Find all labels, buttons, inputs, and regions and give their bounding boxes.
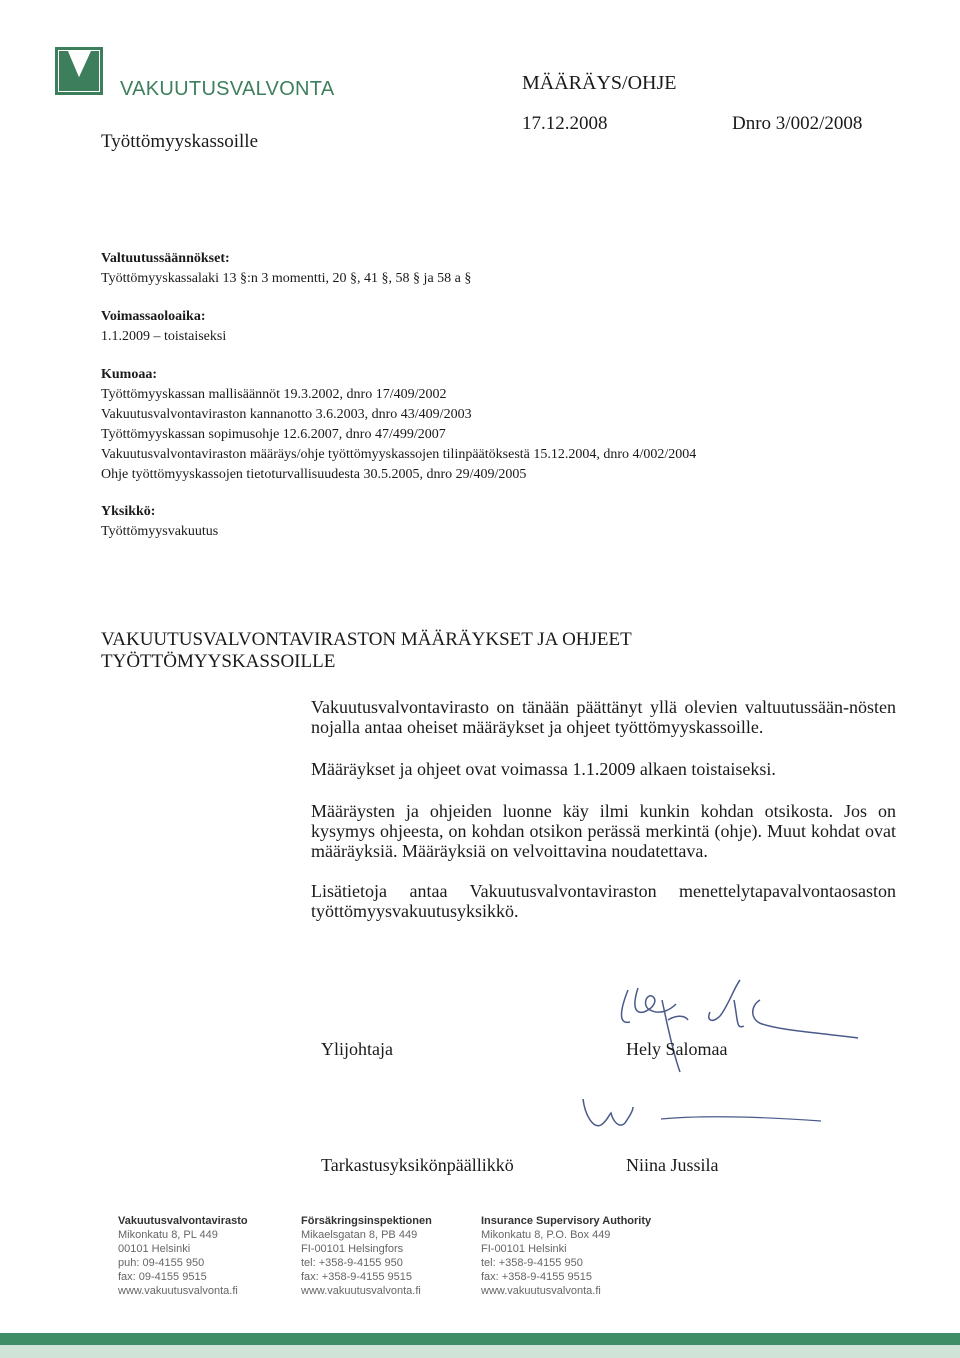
footer-line: fax: 09-4155 9515 — [118, 1271, 207, 1283]
footer-line: tel: +358-9-4155 950 — [481, 1257, 583, 1269]
footer-heading: Försäkringsinspektionen — [301, 1215, 432, 1227]
authority-section — [101, 249, 471, 289]
recipient: Työttömyyskassoille — [101, 131, 259, 152]
repeals-item: Vakuutusvalvontaviraston määräys/ohje työttömyyskassojen tilinpäätöksestä 15.12.2004, dnro 4/002/2004 — [101, 447, 697, 462]
document-date: 17.12.2008 — [522, 113, 608, 134]
repeals-label: Kumoaa: — [101, 367, 157, 382]
body-paragraph-1: Vakuutusvalvontavirasto on tänään päättänyt yllä olevien valtuutussään-nösten nojalla antaa oheiset määräykset ja ohjeet työttömyyskassoille. — [311, 697, 896, 737]
footer-line: FI-00101 Helsinki — [481, 1243, 567, 1255]
signature-1-role: Ylijohtaja — [321, 1039, 393, 1059]
signature-2-role: Tarkastusyksikönpäällikkö — [321, 1155, 514, 1175]
unit-text: Työttömyysvakuutus — [101, 524, 219, 539]
footer-line: fax: +358-9-4155 9515 — [301, 1271, 413, 1283]
repeals-item: Vakuutusvalvontaviraston kannanotto 3.6.2003, dnro 43/409/2003 — [101, 407, 472, 422]
footer-line: fax: +358-9-4155 9515 — [481, 1271, 593, 1283]
body-paragraph-3: Määräysten ja ohjeiden luonne käy ilmi kunkin kohdan otsikosta. Jos on kysymys ohjeesta, on kohdan otsikon perässä merkintä (ohje). Muut kohdat ovat määräyksiä. Määräyksiä on velvoittavina noudatettava. — [311, 801, 896, 861]
footer-line: Mikonkatu 8, PL 449 — [118, 1229, 218, 1241]
validity-label: Voimassaoloaika: — [101, 309, 206, 324]
signature-2-name: Niina Jussila — [626, 1155, 719, 1175]
footer-line: puh: 09-4155 950 — [118, 1257, 205, 1269]
footer-bar — [0, 1333, 960, 1345]
unit-label: Yksikkö: — [101, 504, 156, 519]
footer-line: Mikonkatu 8, P.O. Box 449 — [481, 1229, 611, 1241]
footer-line: www.vakuutusvalvonta.fi — [301, 1285, 421, 1297]
footer-line: tel: +358-9-4155 950 — [301, 1257, 403, 1269]
validity-text: 1.1.2009 – toistaiseksi — [101, 329, 227, 344]
footer-line: 00101 Helsinki — [118, 1243, 191, 1255]
footer-line: Mikaelsgatan 8, PB 449 — [301, 1229, 418, 1241]
repeals-item: Työttömyyskassan mallisäännöt 19.3.2002, dnro 17/409/2002 — [101, 387, 447, 402]
signature-2-handwriting — [575, 1085, 835, 1145]
footer-bar-light — [0, 1345, 960, 1358]
footer-column-finnish — [118, 1214, 248, 1298]
body-paragraph-4: Lisätietoja antaa Vakuutusvalvontaviraston menettelytapavalvontaosaston työttömyysvakuutusyksikkö. — [311, 881, 896, 921]
repeals-item: Työttömyyskassan sopimusohje 12.6.2007, dnro 47/499/2007 — [101, 427, 446, 442]
authority-label: Valtuutussäännökset: — [101, 251, 230, 266]
document-type: MÄÄRÄYS/OHJE — [522, 72, 677, 94]
title-line-2: TYÖTTÖMYYSKASSOILLE — [101, 651, 336, 672]
title-line-1: VAKUUTUSVALVONTAVIRASTON MÄÄRÄYKSET JA OHJEET — [101, 629, 632, 650]
signature-1-handwriting — [610, 960, 870, 1080]
repeals-item: Ohje työttömyyskassojen tietoturvallisuudesta 30.5.2005, dnro 29/409/2005 — [101, 467, 527, 482]
repeals-section — [101, 365, 696, 485]
footer-heading: Insurance Supervisory Authority — [481, 1215, 652, 1227]
logo-text: VAKUUTUSVALVONTA — [120, 78, 335, 100]
validity-section — [101, 307, 226, 347]
logo-mark-icon — [55, 47, 103, 95]
footer-heading: Vakuutusvalvontavirasto — [118, 1215, 248, 1227]
body-paragraph-2: Määräykset ja ohjeet ovat voimassa 1.1.2009 alkaen toistaiseksi. — [311, 759, 776, 779]
footer-line: FI-00101 Helsingfors — [301, 1243, 404, 1255]
unit-section — [101, 502, 218, 542]
footer-column-english — [481, 1214, 651, 1298]
authority-text: Työttömyyskassalaki 13 §:n 3 momentti, 20 §, 41 §, 58 § ja 58 a § — [101, 271, 472, 286]
signature-1-name: Hely Salomaa — [626, 1039, 728, 1059]
footer-line: www.vakuutusvalvonta.fi — [481, 1285, 601, 1297]
footer-line: www.vakuutusvalvonta.fi — [118, 1285, 238, 1297]
footer-column-swedish — [301, 1214, 432, 1298]
document-number: Dnro 3/002/2008 — [732, 113, 863, 134]
document-title — [101, 629, 632, 673]
